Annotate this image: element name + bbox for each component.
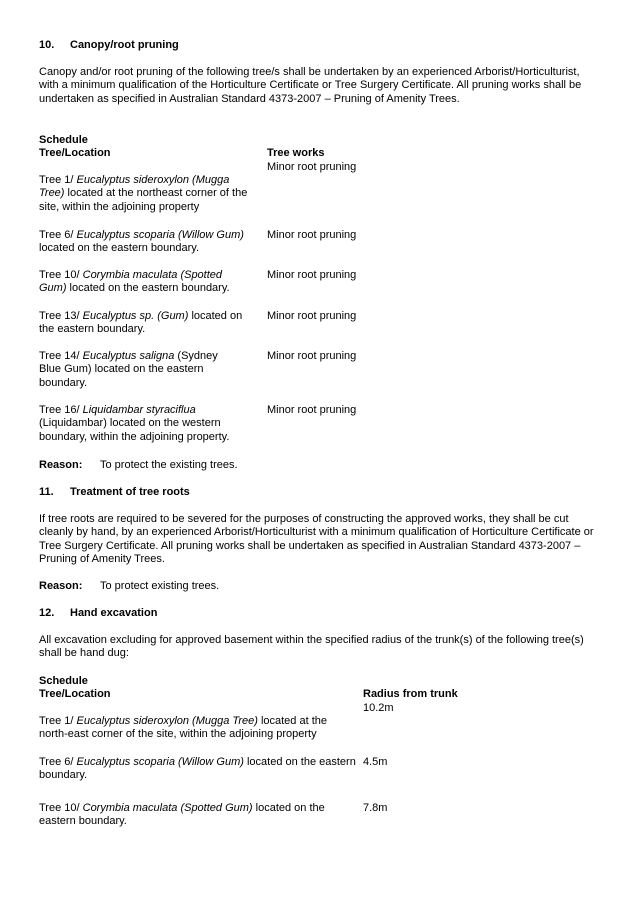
tree-work: Minor root pruning bbox=[267, 269, 357, 281]
table-row bbox=[39, 269, 251, 296]
tree-location: located on the eastern boundary. bbox=[39, 242, 200, 255]
tree-id: Tree 10/ bbox=[39, 802, 83, 814]
tree-id: Tree 14/ bbox=[39, 350, 83, 362]
tree-species: Corymbia maculata (Spotted Gum) bbox=[82, 802, 253, 814]
tree-work: Minor root pruning bbox=[267, 310, 357, 322]
tree-location: (Liquidambar) located on the western boundary, within the adjoining property. bbox=[39, 417, 230, 443]
reason-label: Reason: bbox=[39, 580, 83, 592]
table-row bbox=[39, 310, 251, 337]
tree-work: Minor root pruning bbox=[267, 404, 357, 416]
tree-species: Corymbia maculata (Spotted Gum) bbox=[39, 269, 223, 295]
tree-work: Minor root pruning bbox=[267, 229, 357, 241]
tree-work: Minor root pruning bbox=[267, 161, 357, 173]
section-10-heading bbox=[39, 39, 179, 52]
tree-id: Tree 6/ bbox=[39, 756, 77, 768]
section-number: 11. bbox=[39, 486, 54, 498]
tree-id: Tree 10/ bbox=[39, 269, 83, 281]
radius-value: 10.2m bbox=[363, 702, 394, 714]
reason-line bbox=[39, 459, 238, 472]
reason-text: To protect existing trees. bbox=[100, 580, 220, 592]
tree-species: Eucalyptus sideroxylon (Mugga Tree) bbox=[39, 174, 230, 200]
reason-line bbox=[39, 580, 219, 593]
table-row bbox=[39, 174, 251, 214]
section-10-paragraph: Canopy and/or root pruning of the following tree/s shall be undertaken by an experienced Arborist/Horticulturist, with a minimum qualification of the Horticulture Certificate or Tree Surgery Certificate. All pruning works shall be undertaken as specified in Australian Standard 4373-2007 – Pruning of Amenity Trees. bbox=[39, 66, 582, 105]
reason-label: Reason: bbox=[39, 459, 83, 471]
tree-id: Tree 1/ bbox=[39, 715, 77, 727]
section-title: Treatment of tree roots bbox=[70, 486, 190, 498]
tree-species: Eucalyptus saligna bbox=[82, 350, 175, 362]
tree-species: Eucalyptus scoparia (Willow Gum) bbox=[76, 756, 244, 768]
tree-species: Eucalyptus scoparia (Willow Gum) bbox=[76, 229, 244, 241]
tree-location: located at the north-east corner of the site, within the adjoining property bbox=[39, 715, 327, 741]
table-row bbox=[39, 404, 251, 444]
section-11-heading bbox=[39, 486, 190, 499]
tree-location: located on the eastern boundary. bbox=[39, 310, 243, 336]
schedule-label: Schedule bbox=[39, 675, 88, 687]
tree-location: located on the eastern boundary. bbox=[66, 282, 230, 295]
tree-species: Eucalyptus sp. (Gum) bbox=[82, 310, 189, 322]
col-radius-from-trunk: Radius from trunk bbox=[363, 688, 458, 700]
section-title: Canopy/root pruning bbox=[70, 39, 179, 51]
tree-work: Minor root pruning bbox=[267, 350, 357, 362]
tree-location: located on the eastern boundary. bbox=[39, 802, 325, 828]
tree-location: located on the eastern boundary. bbox=[39, 756, 356, 782]
section-12-paragraph: All excavation excluding for approved basement within the specified radius of the trunk(s) of the following tree(s) shall be hand dug: bbox=[39, 634, 584, 660]
col-tree-location: Tree/Location bbox=[39, 688, 111, 700]
reason-text: To protect the existing trees. bbox=[100, 459, 238, 471]
tree-species: Liquidambar styraciflua bbox=[82, 404, 196, 416]
table-row bbox=[39, 756, 357, 783]
tree-species: Eucalyptus sideroxylon (Mugga Tree) bbox=[76, 715, 258, 727]
section-number: 12. bbox=[39, 607, 55, 619]
table-row bbox=[39, 229, 251, 256]
radius-value: 7.8m bbox=[363, 802, 388, 814]
table-row bbox=[39, 802, 357, 829]
col-tree-works: Tree works bbox=[267, 147, 325, 159]
tree-id: Tree 16/ bbox=[39, 404, 83, 416]
tree-location: (Sydney Blue Gum) located on the eastern boundary. bbox=[39, 350, 218, 389]
tree-id: Tree 1/ bbox=[39, 174, 77, 186]
table-row bbox=[39, 715, 357, 742]
tree-id: Tree 6/ bbox=[39, 229, 77, 241]
schedule-label: Schedule bbox=[39, 134, 88, 146]
section-number: 10. bbox=[39, 39, 55, 51]
section-title: Hand excavation bbox=[70, 607, 158, 619]
section-12-heading bbox=[39, 607, 157, 620]
radius-value: 4.5m bbox=[363, 756, 388, 768]
tree-id: Tree 13/ bbox=[39, 310, 83, 322]
col-tree-location: Tree/Location bbox=[39, 147, 111, 159]
table-row bbox=[39, 350, 229, 390]
tree-location: located at the northeast corner of the site, within the adjoining property bbox=[39, 187, 248, 213]
section-11-paragraph: If tree roots are required to be severed for the purposes of constructing the approved works, they shall be cut cleanly by hand, by an experienced Arborist/Horticulturist with a minimum qualification of Horticulture Certificate or Tree Surgery Certificate. All pruning works shall be undertaken as specified in Australian Standard 4373-2007 – Pruning of Amenity Trees. bbox=[39, 513, 594, 566]
